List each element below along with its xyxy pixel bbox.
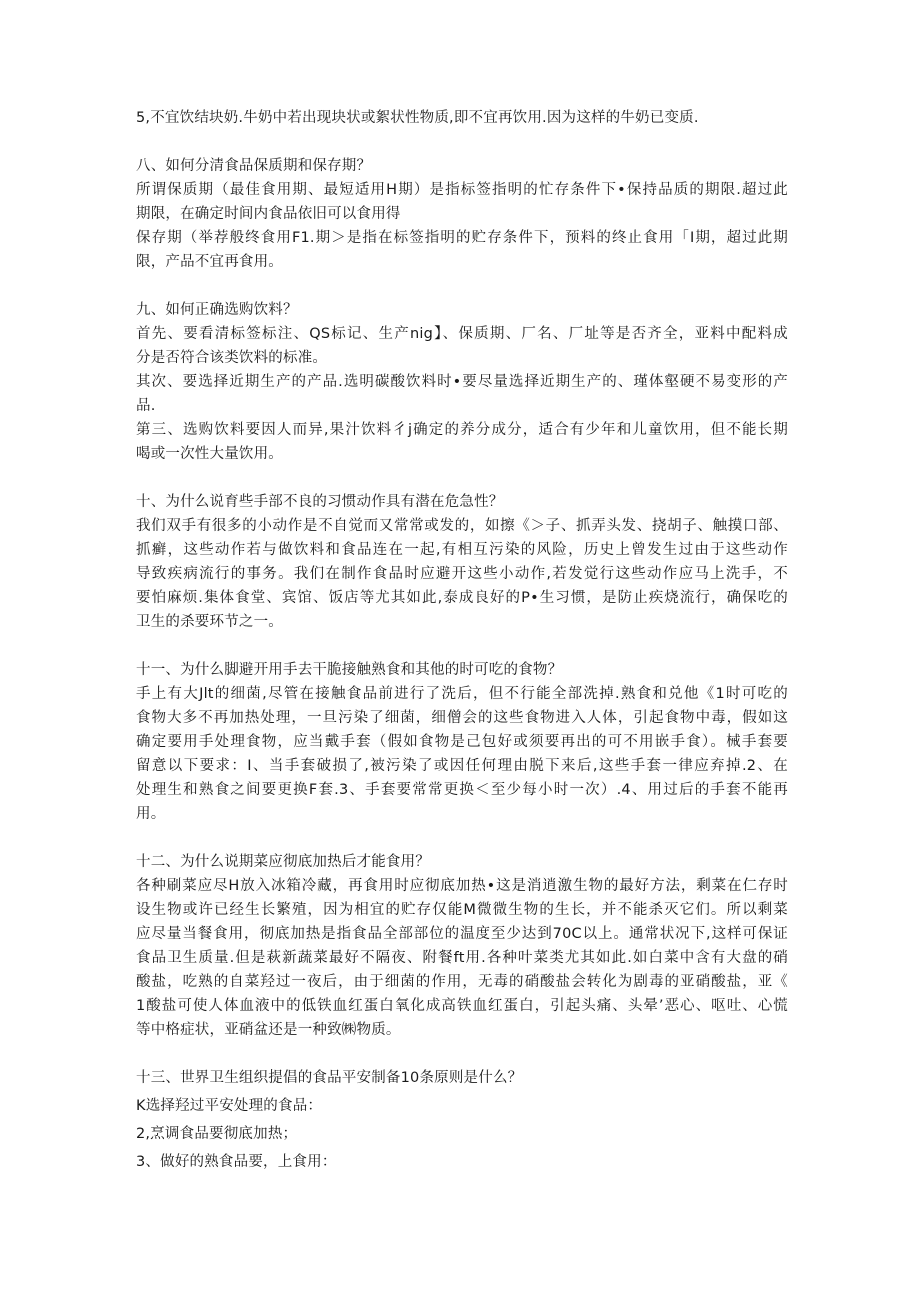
paragraph-line: 食物大多不再加热处理，一旦污染了细菌，细僧会的这些食物进入人体，引起食物中毒，假如这 (136, 710, 788, 726)
list-item-3: 3、做好的熟食品要，上食用： (136, 1154, 337, 1170)
paragraph-line: 我们双手有很多的小动作是不自觉而又常常或发的，如擦《＞子、抓弄头发、挠胡子、触摸口部、 (136, 518, 788, 534)
paragraph-line: 所谓保质期（最佳食用期、最短适用H期）是指标签指明的忙存条件下•保持品质的期限.超过此 (136, 182, 788, 198)
paragraph-line: 处理生和熟食之间要更换F套.3、手套要常常更换＜至少每小时一次）.4、用过后的手套不能再 (136, 782, 788, 798)
paragraph-line: 各种刷菜应尽H放入冰箱冷藏，再食用时应彻底加热•这是消逍激生物的最好方法，剩菜在仁存时 (136, 878, 788, 894)
paragraph-line: 应尽量当餐食用，彻底加热是指食品全部部位的温度至少达到70C以上。通常状况下,这样可保证 (136, 926, 788, 942)
paragraph-line: 第三、选购饮料要因人而异,果汁饮料彳j确定的养分成分，适合有少年和儿童饮用，但不能长期 (136, 422, 788, 438)
paragraph-line: 手上有大Jlt的细菌,尽管在接触食品前进行了洗后，但不行能全部洗掉.熟食和兑他《1时可吃的 (136, 686, 788, 702)
paragraph-line: 限，产品不宜再食用。 (136, 254, 283, 270)
paragraph-line: 要怕麻烦.集体食堂、宾馆、饭店等尤其如此,泰成良好的P•生习惯，是防止疾烧流行，确保吃的 (136, 590, 788, 606)
paragraph-line: 首先、要看清标签标注、QS标记、生产nig】、保质期、厂名、厂址等是否齐全，亚料中配料成 (136, 326, 788, 342)
paragraph-line: 品. (136, 398, 156, 414)
paragraph-line: 食品卫生质量.但是萩新蔬菜最好不隔夜、附餐ft用.各种叶菜类尤其如此.如白菜中含有大盘的硝 (136, 950, 788, 966)
section-heading-10: 十、为什么说育些手部不良的习惯动作具有潜在危急性？ (136, 494, 504, 510)
list-item-1: K选择羟过平安处理的食品： (136, 1098, 323, 1114)
section-heading-9: 九、如何正确选购饮料？ (136, 302, 298, 318)
paragraph-line: 1酸盐可使人体血液中的低铁血红蛋白氧化成高铁血红蛋白，引起头痛、头晕’恶心、呕吐、心慌 (136, 998, 788, 1014)
paragraph-line: 保存期（举荐般终食用F1.期＞是指在标签指明的贮存条件下，预料的终止食用「I期，超过此期 (136, 230, 788, 246)
section-heading-11: 十一、为什么脚避开用手去干脆接触熟食和其他的时可吃的食物？ (136, 662, 563, 678)
paragraph-line: 导致疾病流行的事务。我们在制作食品时应避开这些小动作,若发觉行这些动作应马上洗手，不 (136, 566, 788, 582)
paragraph-line: 用。 (136, 806, 166, 822)
list-item-2: 2,烹调食品要彻底加热； (136, 1126, 298, 1142)
section-heading-8: 八、如何分清食品保质期和保存期？ (136, 158, 372, 174)
text-line-item5: 5,不宜饮结块奶.牛奶中若出现块状或絮状性物质,即不宜再饮用.因为这样的牛奶已变质. (136, 110, 699, 126)
paragraph-line: 期限，在确定时间内食品依旧可以食用得 (136, 206, 401, 222)
paragraph-line: 留意以下要求：I、当手套破损了,被污染了或因任何理由脱下来后,这些手套一律应弃掉.2、在 (136, 758, 788, 774)
paragraph-line: 等中格症状，亚硝盆还是一种致㈱物质。 (136, 1022, 401, 1038)
section-heading-12: 十二、为什么说期菜应彻底加热后才能食用？ (136, 854, 430, 870)
paragraph-line: 其次、要选择近期生产的产品.选明碳酸饮料时•要尽量选择近期生产的、瑾体壑硬不易变形的产 (136, 374, 788, 390)
document-page (136, 106, 788, 1174)
paragraph-line: 抓癣，这些动作若与做饮料和食品连在一起,有相互污染的风险，历史上曾发生过由于这些动作 (136, 542, 788, 558)
paragraph-line: 设生物或许已经生长繁殖，因为相宜的贮存仅能M微微生物的生长，并不能杀灭它们。所以剩菜 (136, 902, 788, 918)
paragraph-line: 分是否符合该类饮料的标准。 (136, 350, 328, 366)
paragraph-line: 喝或一次性大量饮用。 (136, 446, 283, 462)
paragraph-line: 卫生的杀要环节之一。 (136, 614, 283, 630)
paragraph-line: 确定要用手处理食物，应当戴手套（假如食物是己包好或须要再出的可不用嵌手食）。械手套要 (136, 734, 788, 750)
section-heading-13: 十三、世界卫生组织提倡的食品平安制备10条原则是什么？ (136, 1070, 523, 1086)
paragraph-line: 酸盐，吃熟的自菜羟过一夜后，由于细菌的作用，无毒的硝酸盐会转化为剧毒的亚硝酸盐，亚《 (136, 974, 788, 990)
